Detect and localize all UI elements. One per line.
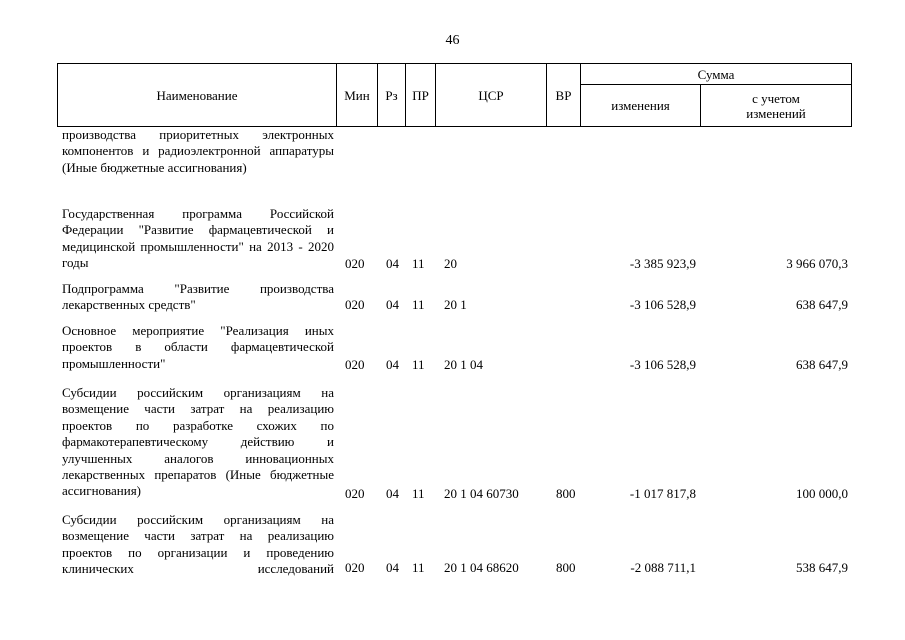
row-name: производства приоритетных электронных компонентов и радиоэлектронной аппаратуры (Иные бюджетные ассигнования) — [62, 127, 334, 175]
header-changes: изменения — [611, 98, 670, 113]
header-pr: ПР — [412, 87, 429, 103]
row-rz: 04 — [386, 560, 399, 575]
row-changes: -1 017 817,8 — [629, 486, 696, 501]
row-csr: 20 1 04 60730 — [444, 486, 519, 501]
row-name: Подпрограмма "Развитие производства лекарственных средств" — [62, 281, 334, 313]
row-changes: -3 385 923,9 — [629, 256, 696, 271]
row-vr: 800 — [556, 560, 576, 575]
row-name: Государственная программа Российской Федерации "Развитие фармацевтической и медицинской промышленности" на 2013 - 2020 годы — [62, 206, 334, 271]
row-min: 020 — [345, 357, 365, 372]
row-pr: 11 — [412, 486, 425, 501]
row-total: 638 647,9 — [796, 297, 848, 312]
row-changes: -3 106 528,9 — [629, 297, 696, 312]
row-total: 3 966 070,3 — [786, 256, 848, 271]
row-csr: 20 1 04 — [444, 357, 483, 372]
row-pr: 11 — [412, 256, 425, 271]
row-rz: 04 — [386, 297, 399, 312]
header-with-changes: с учетом изменений — [746, 90, 806, 121]
row-total: 538 647,9 — [796, 560, 848, 575]
row-csr: 20 1 — [444, 297, 467, 312]
page-number: 46 — [445, 33, 460, 48]
row-pr: 11 — [412, 297, 425, 312]
header-border-right — [851, 63, 852, 127]
row-vr: 800 — [556, 486, 576, 501]
row-changes: -3 106 528,9 — [629, 357, 696, 372]
row-rz: 04 — [386, 357, 399, 372]
row-min: 020 — [345, 560, 365, 575]
header-min: Мин — [344, 87, 370, 103]
row-csr: 20 1 04 68620 — [444, 560, 519, 575]
header-csr: ЦСР — [478, 87, 504, 103]
row-min: 020 — [345, 256, 365, 271]
row-name: Основное мероприятие "Реализация иных проектов в области фармацевтической промышленности" — [62, 323, 334, 371]
row-csr: 20 — [444, 256, 457, 271]
row-total: 638 647,9 — [796, 357, 848, 372]
row-rz: 04 — [386, 486, 399, 501]
row-total: 100 000,0 — [796, 486, 848, 501]
row-pr: 11 — [412, 560, 425, 575]
header-name: Наименование — [156, 87, 238, 103]
row-min: 020 — [345, 486, 365, 501]
header-rz: Рз — [385, 87, 398, 103]
row-rz: 04 — [386, 256, 399, 271]
row-name: Субсидии российским организациям на возмещение части затрат на реализацию проектов по разработке схожих по фармакотерапевтическому действию и улучшенных аналогов инновационных лекарственных препаратов (Иные бюджетные ассигнования) — [62, 385, 334, 499]
header-sum: Сумма — [697, 66, 735, 82]
row-name: Субсидии российским организациям на возмещение части затрат на реализацию проектов по организации и проведению клинических исследований — [62, 512, 334, 577]
row-changes: -2 088 711,1 — [630, 560, 696, 575]
row-pr: 11 — [412, 357, 425, 372]
header-vr: ВР — [555, 87, 572, 103]
row-min: 020 — [345, 297, 365, 312]
